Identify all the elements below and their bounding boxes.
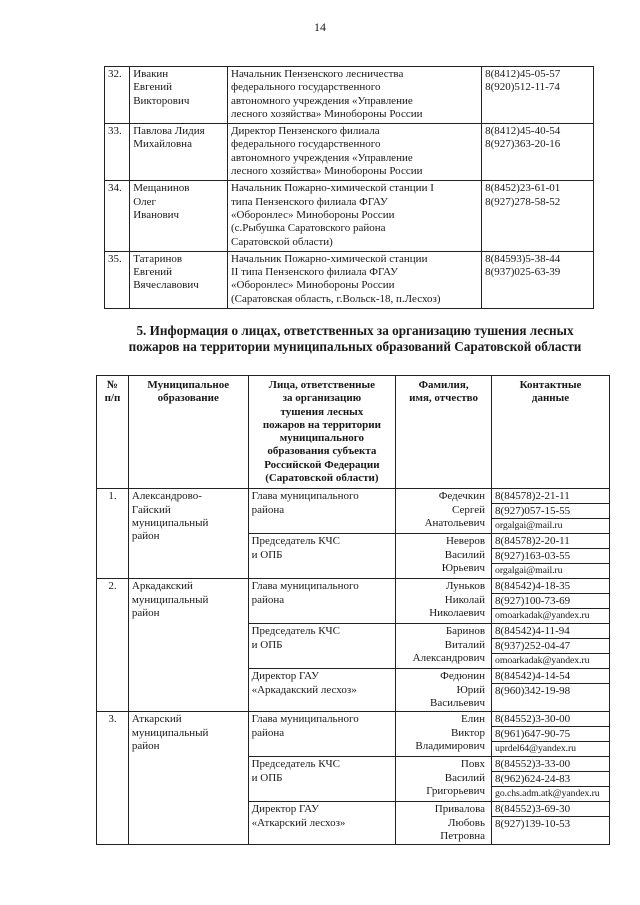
header-line: имя, отчество	[409, 392, 479, 405]
fio-line: Елин	[461, 713, 486, 726]
position-line: лесного хозяйства» Минобороны России	[231, 165, 423, 178]
name-line: Мещанинов	[133, 182, 190, 195]
email: omoarkadak@yandex.ru	[495, 610, 590, 622]
person-position	[228, 251, 482, 308]
contact-data	[492, 624, 610, 669]
municipality-line: Аткарский	[131, 713, 182, 726]
email: orgalgai@mail.ru	[495, 565, 563, 577]
row-number: 2.	[97, 579, 129, 712]
header-line: (Саратовской области)	[265, 472, 379, 485]
position-line: федерального государственного	[231, 138, 381, 151]
phone-number: 8(84542)4-11-94	[492, 624, 609, 639]
header-line: данные	[531, 392, 570, 405]
role-line: района	[251, 593, 285, 606]
person-name	[130, 124, 228, 181]
responsible-persons-table	[96, 375, 610, 845]
contact-data	[492, 802, 610, 845]
header-line: №	[106, 379, 118, 391]
name-line: Татаринов	[133, 252, 183, 265]
header-municipality	[128, 376, 248, 489]
fio-line: Петровна	[440, 829, 486, 842]
contact-data	[492, 669, 610, 712]
municipality	[128, 712, 248, 845]
header-line: Лица, ответственные	[268, 379, 375, 391]
person-fio	[396, 489, 492, 534]
fio-line: Анатольевич	[424, 516, 486, 529]
fio-line: Василий	[444, 548, 486, 561]
responsible-role	[248, 712, 396, 757]
header-line: за организацию	[282, 392, 362, 405]
position-line: (Саратовская область, г.Вольск-18, п.Лесхоз)	[231, 292, 441, 305]
name-line: Михайловна	[133, 138, 192, 151]
municipality-line: Аркадакский	[131, 580, 193, 593]
row-number: 34.	[105, 181, 130, 251]
table-row	[105, 124, 594, 181]
position-line: (с.Рыбушка Саратовского района	[231, 222, 386, 235]
section-heading	[100, 323, 610, 355]
phone-number: 8(927)139-10-53	[495, 818, 571, 831]
fio-line: Неверов	[445, 535, 486, 548]
municipality-line: Гайский	[131, 503, 171, 516]
municipality-line: муниципальный	[131, 593, 209, 606]
table-row	[105, 67, 594, 124]
contact-data	[492, 712, 610, 757]
role-line: «Аткарский лесхоз»	[251, 816, 346, 829]
fio-line: Владимирович	[415, 739, 486, 752]
table-row	[97, 579, 610, 624]
row-number: 1.	[97, 489, 129, 579]
person-fio	[396, 624, 492, 669]
phone-number: 8(84593)5-38-44	[485, 252, 561, 265]
phone-number: 8(961)647-90-75	[492, 727, 609, 742]
person-fio	[396, 757, 492, 802]
phone-number: 8(927)163-03-55	[492, 549, 609, 564]
municipality-line: муниципальный	[131, 516, 209, 529]
fio-line: Привалова	[434, 803, 486, 816]
header-line: тушения лесных	[280, 405, 364, 418]
fio-line: Александрович	[412, 651, 486, 664]
row-number: 35.	[105, 251, 130, 308]
role-line: Глава муниципального	[251, 580, 359, 593]
phone-number: 8(927)278-58-52	[485, 195, 561, 208]
person-fio	[396, 534, 492, 579]
phone-number: 8(8452)23-61-01	[485, 182, 561, 195]
position-line: Начальник Пензенского лесничества	[231, 68, 404, 80]
email: uprdel64@yandex.ru	[495, 743, 576, 755]
fio-line: Николаевич	[429, 606, 486, 619]
table-row	[105, 251, 594, 308]
fio-line: Любовь	[448, 816, 486, 829]
table-header-row	[97, 376, 610, 489]
name-line: Иванович	[133, 208, 180, 221]
phone-number: 8(84552)3-33-00	[492, 757, 609, 772]
email: orgalgai@mail.ru	[495, 520, 563, 532]
phone-number: 8(927)100-73-69	[492, 594, 609, 609]
header-line: образования субъекта	[267, 445, 377, 458]
person-name	[130, 67, 228, 124]
responsible-role	[248, 669, 396, 712]
fio-line: Васильевич	[430, 696, 486, 709]
municipality-line: район	[131, 739, 160, 752]
phone-number: 8(937)252-04-47	[492, 639, 609, 654]
name-line: Ивакин	[133, 68, 169, 80]
email: go.chs.adm.atk@yandex.ru	[495, 788, 600, 800]
person-fio	[396, 802, 492, 845]
name-line: Викторович	[133, 94, 190, 107]
position-line: типа Пензенского филиала ФГАУ	[231, 195, 388, 208]
person-contacts	[482, 251, 594, 308]
phone-number: 8(927)057-15-55	[492, 504, 609, 519]
header-line: образование	[157, 392, 219, 405]
name-line: Павлова Лидия	[133, 125, 205, 138]
table-row	[97, 489, 610, 534]
responsible-role	[248, 579, 396, 624]
contact-data	[492, 757, 610, 802]
table-row	[97, 712, 610, 757]
fio-line: Юрий	[456, 683, 486, 696]
phone-number: 8(8412)45-40-54	[485, 125, 561, 138]
role-line: района	[251, 503, 285, 516]
municipality-line: муниципальный	[131, 726, 209, 739]
row-number: 33.	[105, 124, 130, 181]
person-fio	[396, 669, 492, 712]
responsible-role	[248, 802, 396, 845]
contact-data	[492, 579, 610, 624]
role-line: и ОПБ	[251, 638, 283, 651]
role-line: и ОПБ	[251, 548, 283, 561]
role-line: «Аркадакский лесхоз»	[251, 683, 357, 696]
position-line: Начальник Пожарно-химической станции	[231, 252, 428, 265]
role-line: Председатель КЧС	[251, 535, 340, 548]
phone-number: 8(927)363-20-16	[485, 138, 561, 151]
person-name	[130, 251, 228, 308]
contact-data	[492, 534, 610, 579]
header-line: Контактные	[519, 379, 582, 391]
contact-data	[492, 489, 610, 534]
header-fio	[396, 376, 492, 489]
position-line: Директор Пензенского филиала	[231, 125, 380, 138]
phone-number: 8(920)512-11-74	[485, 81, 560, 94]
responsible-role	[248, 624, 396, 669]
municipality-line: Александрово-	[131, 490, 202, 503]
role-line: и ОПБ	[251, 771, 283, 784]
position-line: «Оборонлес» Минобороны России	[231, 279, 395, 292]
header-num	[97, 376, 129, 489]
fio-line: Николай	[444, 593, 486, 606]
person-position	[228, 181, 482, 251]
fio-line: Василий	[444, 771, 486, 784]
header-line: Фамилия,	[418, 379, 469, 391]
person-contacts	[482, 181, 594, 251]
fio-line: Григорьевич	[426, 784, 486, 797]
phone-number: 8(84578)2-20-11	[492, 534, 609, 549]
person-contacts	[482, 67, 594, 124]
phone-number: 8(84552)3-69-30	[492, 802, 609, 817]
fio-line: Виктор	[450, 726, 486, 739]
position-line: автономного учреждения «Управление	[231, 151, 413, 164]
position-line: федерального государственного	[231, 81, 381, 94]
role-line: Глава муниципального	[251, 713, 359, 726]
header-line: Российской Федерации	[264, 458, 380, 471]
person-position	[228, 124, 482, 181]
header-line: пожаров на территории	[262, 418, 381, 431]
phone-number: 8(962)624-24-83	[492, 772, 609, 787]
fio-line: Виталий	[444, 638, 486, 651]
responsible-role	[248, 489, 396, 534]
name-line: Евгений	[133, 266, 173, 279]
person-contacts	[482, 124, 594, 181]
email: omoarkadak@yandex.ru	[495, 655, 590, 667]
position-line: II типа Пензенского филиала ФГАУ	[231, 266, 398, 279]
role-line: Директор ГАУ	[251, 803, 319, 816]
role-line: Председатель КЧС	[251, 625, 340, 638]
role-line: Глава муниципального	[251, 490, 359, 503]
municipality	[128, 489, 248, 579]
position-line: Саратовской области)	[231, 235, 333, 248]
row-number: 3.	[97, 712, 129, 845]
header-line: Муниципальное	[147, 379, 230, 391]
row-number: 32.	[105, 67, 130, 124]
position-line: «Оборонлес» Минобороны России	[231, 208, 395, 221]
phone-number: 8(8412)45-05-57	[485, 68, 561, 80]
header-contacts	[492, 376, 610, 489]
fio-line: Юрьевич	[441, 561, 486, 574]
fio-line: Повх	[460, 758, 486, 771]
page-number: 14	[314, 20, 326, 34]
fio-line: Баринов	[445, 625, 486, 638]
responsible-role	[248, 757, 396, 802]
fio-line: Федечкин	[438, 490, 486, 503]
table-row	[105, 181, 594, 251]
top-contacts-table	[104, 66, 594, 309]
fio-line: Сергей	[452, 503, 486, 516]
header-line: муниципального	[279, 432, 365, 445]
municipality-line: район	[131, 530, 160, 543]
position-line: лесного хозяйства» Минобороны России	[231, 107, 423, 120]
phone-number: 8(84578)2-21-11	[492, 489, 609, 504]
person-fio	[396, 712, 492, 757]
section-heading-line-1: 5. Информация о лицах, ответственных за организацию тушения лесных	[136, 323, 574, 338]
person-position	[228, 67, 482, 124]
fio-line: Луньков	[445, 580, 486, 593]
person-name	[130, 181, 228, 251]
position-line: Начальник Пожарно-химической станции I	[231, 182, 434, 195]
header-responsible	[248, 376, 396, 489]
role-line: района	[251, 726, 285, 739]
phone-number: 8(937)025-63-39	[485, 266, 561, 279]
municipality	[128, 579, 248, 712]
phone-number: 8(84542)4-14-54	[492, 669, 609, 684]
name-line: Олег	[133, 195, 157, 208]
role-line: Директор ГАУ	[251, 670, 319, 683]
responsible-role	[248, 534, 396, 579]
name-line: Евгений	[133, 81, 173, 94]
phone-number: 8(84542)4-18-35	[492, 579, 609, 594]
role-line: Председатель КЧС	[251, 758, 340, 771]
position-line: автономного учреждения «Управление	[231, 94, 413, 107]
phone-number: 8(84552)3-30-00	[492, 712, 609, 727]
header-line: п/п	[104, 392, 121, 405]
fio-line: Федюнин	[440, 670, 486, 683]
phone-number: 8(960)342-19-98	[495, 685, 571, 698]
person-fio	[396, 579, 492, 624]
municipality-line: район	[131, 606, 160, 619]
name-line: Вячеславович	[133, 279, 199, 292]
section-heading-line-2: пожаров на территории муниципальных образований Саратовской области	[128, 339, 582, 354]
